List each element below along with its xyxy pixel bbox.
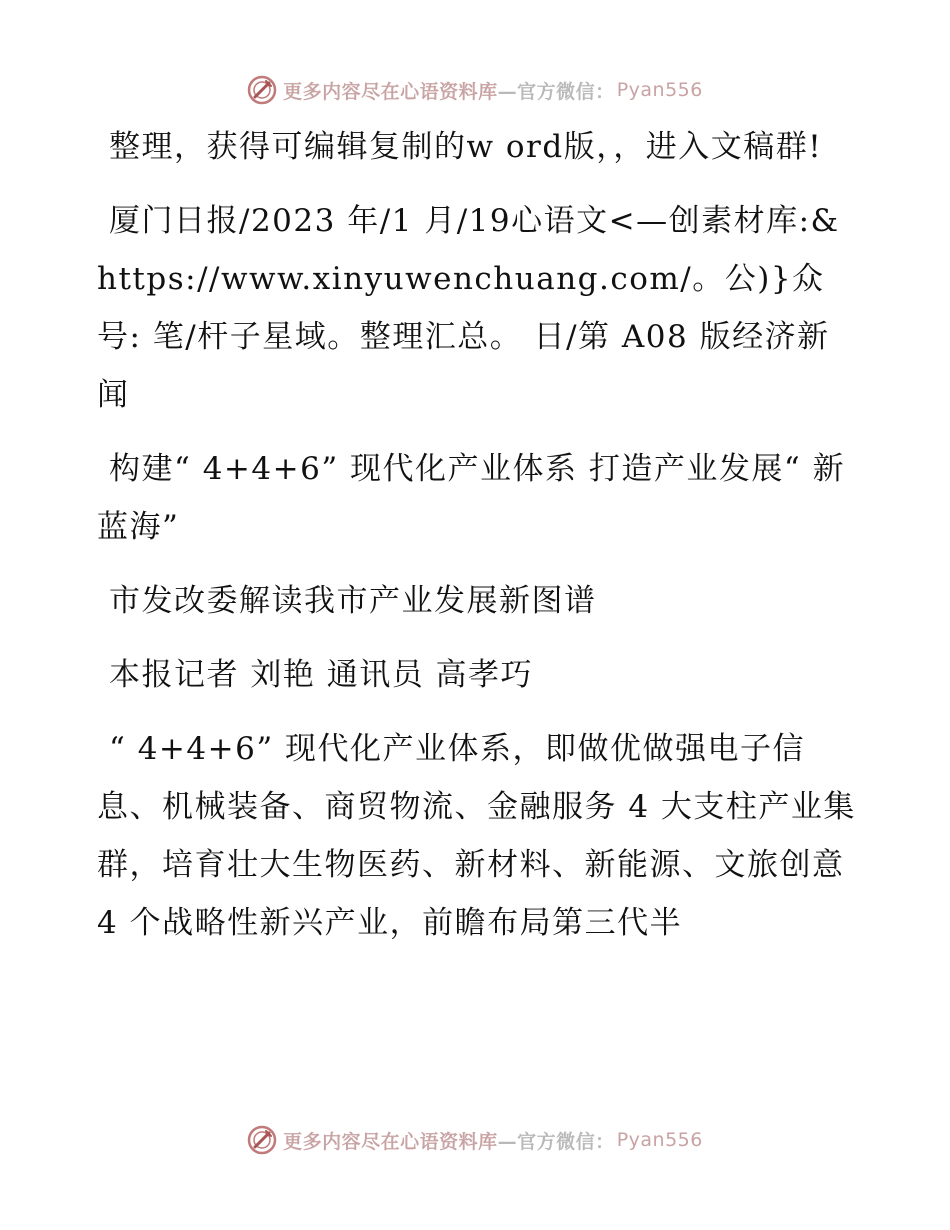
header-watermark-dash: —官方微信：: [497, 80, 615, 103]
header-watermark-text: [283, 77, 703, 104]
paragraph-body: “ 4+4+6” 现代化产业体系，即做优做强电子信息、机械装备、商贸物流、金融服务 4 大支柱产业集群，培育壮大生物医药、新材料、新能源、文旅创意 4 个战略性新兴产业，前瞻布局第三代半: [97, 731, 856, 941]
paragraph-source: 厦门日报/2023 年/1 月/19心语文<—创素材库:&https://www.xinyuwenchuang.com/。公)}众号: 笔/杆子星域。整理汇总。 日/第 A08 版经济新闻: [97, 203, 840, 413]
seal-logo-icon: [247, 1125, 277, 1155]
footer-watermark: [0, 1120, 950, 1160]
article-byline: 本报记者 刘艳 通讯员 高孝巧: [109, 657, 534, 693]
paragraph-intro: 整理，获得可编辑复制的w ord版，，进入文稿群!: [109, 129, 823, 165]
header-watermark: [0, 70, 950, 110]
footer-watermark-dash: —官方微信：: [497, 1130, 615, 1153]
seal-logo-icon: [247, 75, 277, 105]
document-body: [97, 118, 857, 968]
header-watermark-main: 更多内容尽在心语资料库: [283, 80, 498, 103]
article-title: 构建“ 4+4+6” 现代化产业体系 打造产业发展“ 新蓝海”: [97, 451, 846, 545]
article-subtitle: 市发改委解读我市产业发展新图谱: [109, 583, 597, 619]
header-watermark-id: Pyan556: [616, 79, 703, 101]
footer-watermark-main: 更多内容尽在心语资料库: [283, 1130, 498, 1153]
footer-watermark-text: [283, 1127, 703, 1154]
footer-watermark-id: Pyan556: [616, 1129, 703, 1151]
